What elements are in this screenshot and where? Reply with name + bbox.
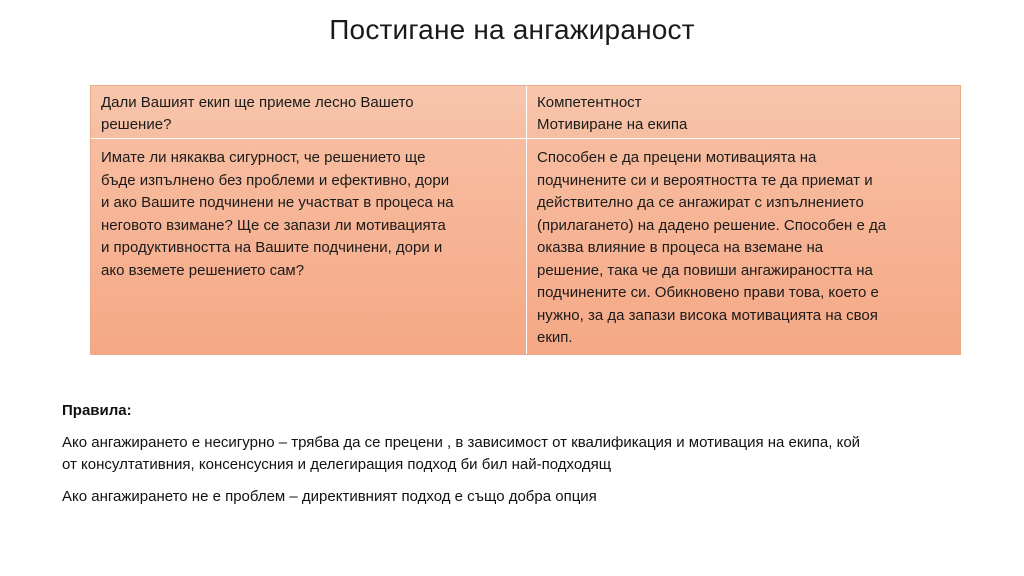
cell-line: решение, така че да повиши ангажираността на bbox=[537, 261, 873, 279]
engagement-table bbox=[90, 85, 961, 355]
cell-line: действително да се ангажират с изпълнението bbox=[537, 194, 864, 211]
cell-line: подчинените си. Обикновено прави това, което е bbox=[537, 284, 879, 301]
rules-section bbox=[62, 400, 1012, 518]
cell-line: ако вземете решението сам? bbox=[101, 261, 305, 279]
header-cell-question bbox=[91, 86, 527, 138]
rule-item bbox=[62, 486, 1012, 508]
rule-line: от консултативния, консенсусния и делегиращия подход би бил най-подходящ bbox=[62, 456, 612, 473]
cell-line: нужно, за да запази висока мотивацията на своя bbox=[537, 306, 878, 324]
rule-item bbox=[62, 432, 1012, 476]
body-cell-question bbox=[91, 139, 527, 355]
cell-line: и продуктивността на Вашите подчинени, дори и bbox=[101, 239, 443, 256]
body-cell-competence bbox=[527, 139, 960, 355]
cell-line: решение? bbox=[101, 116, 172, 133]
cell-line: Мотивиране на екипа bbox=[537, 116, 688, 133]
cell-line: неговото взимане? Ще се запази ли мотивацията bbox=[101, 216, 446, 234]
cell-line: екип. bbox=[537, 329, 573, 346]
cell-line: Компетентност bbox=[537, 94, 642, 111]
header-cell-competence bbox=[527, 86, 960, 138]
rule-line: Ако ангажирането не е проблем – директивният подход е също добра опция bbox=[62, 488, 597, 505]
table-header-row bbox=[91, 86, 960, 139]
cell-line: бъде изпълнено без проблеми и ефективно, дори bbox=[101, 171, 450, 189]
rules-heading: Правила: bbox=[62, 402, 132, 419]
cell-line: Дали Вашият екип ще приеме лесно Вашето bbox=[101, 94, 414, 111]
cell-line: (прилагането) на дадено решение. Способен е да bbox=[537, 216, 887, 234]
slide-title: Постигане на ангажираност bbox=[329, 14, 695, 45]
rule-line: Ако ангажирането е несигурно – трябва да се прецени , в зависимост от квалификация и мотивация на екипа, кой bbox=[62, 434, 861, 451]
cell-line: Способен е да прецени мотивацията на bbox=[537, 149, 817, 166]
cell-line: оказва влияние в процеса на вземане на bbox=[537, 239, 824, 256]
cell-line: и ако Вашите подчинени не участват в процеса на bbox=[101, 194, 454, 211]
cell-line: подчинените си и вероятността те да приемат и bbox=[537, 171, 873, 189]
cell-line: Имате ли някаква сигурност, че решението ще bbox=[101, 149, 426, 166]
table-body-row bbox=[91, 139, 960, 355]
